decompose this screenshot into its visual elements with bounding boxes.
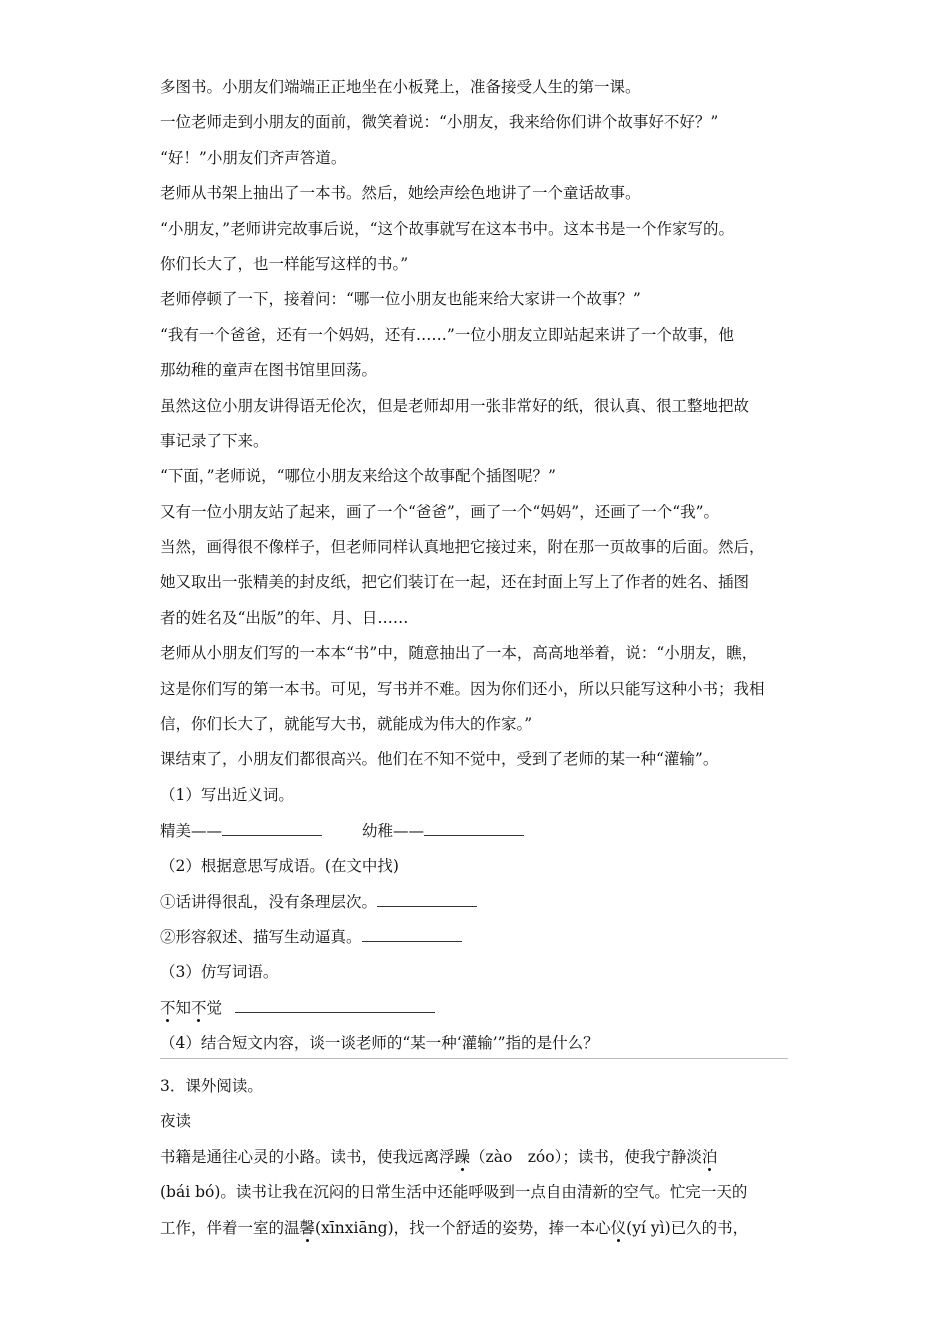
passage-line: 多图书。小朋友们端端正正地坐在小板凳上，准备接受人生的第一课。 xyxy=(160,78,641,96)
reading-passage xyxy=(160,74,800,1065)
article-line: (bái bó)。读书让我在沉闷的日常生活中还能呼吸到一点自由清新的空气。忙完一天的 xyxy=(160,1183,748,1202)
passage-line: 老师从书架上抽出了一本书。然后，她绘声绘色地讲了一个童话故事。 xyxy=(160,184,641,203)
passage-line: “下面，”老师说，“哪位小朋友来给这个故事配个插图呢？” xyxy=(160,467,556,486)
dotted-char: 仪 xyxy=(610,1218,627,1237)
dotted-char: 不 xyxy=(191,999,207,1018)
article-line xyxy=(160,1144,800,1179)
question-4-label: （4）结合短文内容，谈一谈老师的“某一种‘灌输’”指的是什么？ xyxy=(160,1033,599,1052)
passage-line: “我有一个爸爸，还有一个妈妈，还有……”一位小朋友立即站起来讲了一个故事，他 xyxy=(160,325,734,344)
text-segment: (yí yì)已久的书， xyxy=(626,1218,749,1237)
passage-line: 虽然这位小朋友讲得语无伦次，但是老师却用一张非常好的纸，很认真、很工整地把故 xyxy=(160,396,750,415)
passage-line: 又有一位小朋友站了起来，画了一个“爸爸”，画了一个“妈妈”，还画了一个“我”。 xyxy=(160,502,720,521)
plain-char: 觉 xyxy=(206,999,223,1018)
question-2-item-2 xyxy=(160,923,800,958)
question-1-label: （1）写出近义词。 xyxy=(160,785,294,804)
text-segment: 书籍是通往心灵的小路。读书，使我远离浮 xyxy=(160,1147,455,1166)
section-heading: 3．课外阅读。 xyxy=(160,1077,263,1095)
extracurricular-reading xyxy=(160,1073,800,1250)
passage-line: 那幼稚的童声在图书馆里回荡。 xyxy=(160,361,378,380)
passage-line: “好！”小朋友们齐声答道。 xyxy=(160,148,347,167)
passage-line: 她又取出一张精美的封皮纸，把它们装订在一起，还在封面上写上了作者的姓名、插图 xyxy=(160,573,750,592)
passage-line: 事记录了下来。 xyxy=(160,431,269,450)
passage-line: 老师从小朋友们写的一本本“书”中，随意抽出了一本，高高地举着，说：“小朋友，瞧， xyxy=(160,644,758,663)
idiom-blank-2[interactable] xyxy=(362,923,462,942)
passage-line: 课结束了，小朋友们都很高兴。他们在不知不觉中，受到了老师的某一种“灌输”。 xyxy=(160,750,719,769)
idiom-blank-1[interactable] xyxy=(377,888,477,907)
passage-line: “小朋友，”老师讲完故事后说，“这个故事就写在这本书中。这本书是一个作家写的。 xyxy=(160,219,735,238)
passage-line: 老师停顿了一下，接着问：“哪一位小朋友也能来给大家讲一个故事？” xyxy=(160,290,641,309)
dotted-char: 泊 xyxy=(701,1147,718,1166)
question-2-label: （2）根据意思写成语。(在文中找) xyxy=(160,856,399,875)
text-segment: (xīnxiāng)，找一个舒适的姿势，捧一本心 xyxy=(315,1218,611,1237)
synonym-blank-2[interactable] xyxy=(424,817,524,836)
imitation-blank[interactable] xyxy=(235,994,435,1013)
passage-line: 信，你们长大了，就能写大书，就能成为伟大的作家。” xyxy=(160,715,533,734)
synonym-blank-1[interactable] xyxy=(222,817,322,836)
question-3-row xyxy=(160,994,800,1029)
answer-line[interactable] xyxy=(160,1058,788,1059)
idiom-meaning-2: ②形容叙述、描写生动逼真。 xyxy=(160,928,362,947)
passage-line: 当然，画得很不像样子，但老师同样认真地把它接过来，附在那一页故事的后面。然后， xyxy=(160,538,765,557)
passage-line: 者的姓名及“出版”的年、月、日…… xyxy=(160,608,409,627)
text-segment: （zào zóo）；读书，使我宁静淡 xyxy=(470,1147,702,1166)
article-line xyxy=(160,1215,800,1250)
question-2-item-1 xyxy=(160,888,800,923)
passage-line: 你们长大了，也一样能写这样的书。” xyxy=(160,254,409,273)
synonym-word-2: 幼稚—— xyxy=(362,822,425,841)
dotted-char: 馨 xyxy=(299,1218,316,1237)
article-title: 夜读 xyxy=(160,1112,192,1131)
question-1-row xyxy=(160,817,800,852)
passage-line: 一位老师走到小朋友的面前，微笑着说：“小朋友，我来给你们讲个故事好不好？” xyxy=(160,113,719,132)
synonym-word-1: 精美—— xyxy=(160,822,223,841)
question-3-label: （3）仿写词语。 xyxy=(160,962,279,981)
dotted-char: 不 xyxy=(160,999,176,1018)
passage-line: 这是你们写的第一本书。可见，写书并不难。因为你们还小，所以只能写这种小书；我相 xyxy=(160,679,765,698)
idiom-meaning-1: ①话讲得很乱，没有条理层次。 xyxy=(160,892,378,911)
dotted-char: 躁 xyxy=(454,1147,471,1166)
text-segment: 工作，伴着一室的温 xyxy=(160,1218,300,1237)
plain-char: 知 xyxy=(175,999,192,1018)
